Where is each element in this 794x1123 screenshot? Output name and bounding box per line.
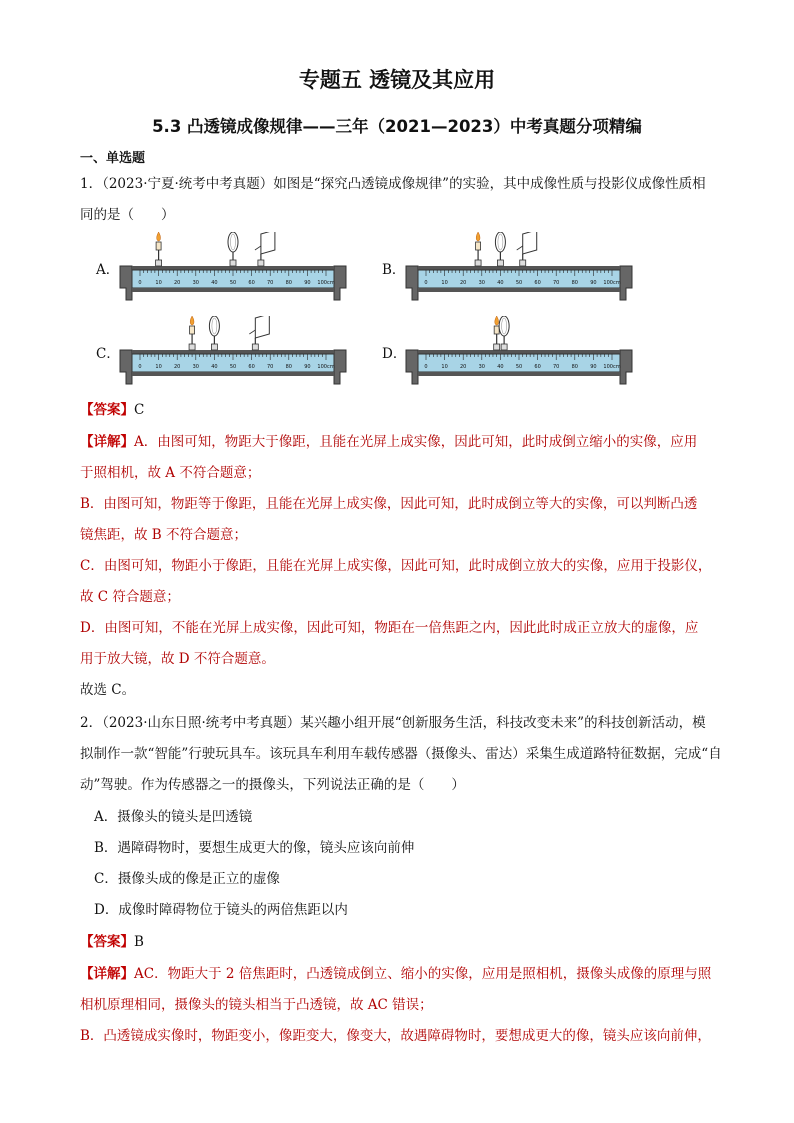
convex-lens — [499, 316, 509, 350]
answer-tag: 【答案】 — [80, 402, 134, 418]
section-heading: 一、单选题 — [80, 151, 146, 166]
ruler-tick-label: 100cm — [317, 364, 335, 370]
ruler-tick-label: 80 — [285, 364, 292, 370]
q1-option-c-label: C． — [96, 346, 120, 362]
optical-bench-c — [118, 316, 348, 388]
bench-left-leg — [406, 266, 418, 300]
convex-lens — [228, 232, 238, 266]
q1-conclusion: 故选 C。 — [80, 682, 136, 698]
convex-lens — [495, 232, 505, 266]
q1-detail-line-8: 用于放大镜，故 D 不符合题意。 — [80, 651, 275, 667]
candle — [189, 316, 195, 350]
q2-stem-line-1: 2．（2023·山东日照·统考中考真题）某兴趣小组开展“创新服务生活，科技改变未来”的科技创新活动，模 — [80, 715, 706, 731]
ruler-tick-label: 30 — [192, 364, 199, 370]
ruler-tick-label: 90 — [304, 280, 311, 286]
q2-choice-c: C．摄像头成的像是正立的虚像 — [94, 871, 280, 887]
bench-left-leg — [120, 350, 132, 384]
bench-rail-top — [418, 266, 620, 270]
candle — [494, 316, 500, 350]
page-subtitle: 5.3 凸透镜成像规律——三年（2021—2023）中考真题分项精编 — [152, 117, 642, 136]
q1-detail-line-2: 于照相机，故 A 不符合题意； — [80, 465, 261, 481]
q2-answer — [80, 930, 144, 950]
ruler-tick-label: 40 — [211, 280, 218, 286]
ruler-tick-label: 50 — [515, 364, 523, 370]
ruler-tick-label: 30 — [478, 364, 485, 370]
q1-option-a-label: A． — [96, 262, 120, 278]
ruler-tick-label: 20 — [460, 364, 467, 370]
q1-detail-line-3: B．由图可知，物距等于像距，且能在光屏上成实像，因此可知，此时成倒立等大的实像，可以判断凸透 — [80, 496, 698, 512]
bench-rail-bottom — [132, 372, 334, 376]
ruler-tick-label: 20 — [174, 280, 181, 286]
optical-bench-b — [404, 232, 634, 304]
page-title: 专题五 透镜及其应用 — [298, 68, 496, 92]
ruler-tick-label: 70 — [553, 280, 560, 286]
ruler-tick-label: 70 — [553, 364, 560, 370]
q2-stem-line-2: 拟制作一款“智能”行驶玩具车。该玩具车利用车载传感器（摄像头、雷达）采集生成道路特征数据，完成“自 — [80, 746, 722, 762]
answer-tag: 【答案】 — [80, 934, 134, 950]
ruler-tick-label: 10 — [441, 364, 448, 370]
ruler-tick-label: 60 — [248, 280, 255, 286]
ruler-tick-label: 0 — [138, 280, 142, 286]
candle — [156, 232, 162, 266]
ruler-tick-label: 80 — [571, 280, 578, 286]
bench-right-leg — [334, 350, 346, 384]
ruler-tick-label: 50 — [229, 280, 237, 286]
ruler-tick-label: 70 — [267, 364, 274, 370]
bench-rail-top — [132, 266, 334, 270]
answer-value: C — [134, 402, 145, 418]
candle — [475, 232, 481, 266]
q1-option-d-label: D． — [382, 346, 407, 362]
q1-detail-line-4: 镜焦距，故 B 不符合题意； — [80, 527, 248, 543]
bench-rail-bottom — [418, 288, 620, 292]
q2-detail-line-3: B．凸透镜成实像时，物距变小，像距变大，像变大，故遇障碍物时，要想成更大的像，镜头应该向前伸， — [80, 1028, 711, 1044]
ruler-tick-label: 10 — [155, 364, 162, 370]
ruler-tick-label: 40 — [497, 364, 504, 370]
ruler-tick-label: 80 — [285, 280, 292, 286]
ruler-tick-label: 50 — [515, 280, 523, 286]
ruler-tick-label: 0 — [424, 280, 428, 286]
ruler-tick-label: 100cm — [603, 280, 621, 286]
ruler-tick-label: 20 — [460, 280, 467, 286]
q2-detail-line-2: 相机原理相同，摄像头的镜头相当于凸透镜，故 AC 错误； — [80, 997, 433, 1013]
ruler-tick-label: 10 — [441, 280, 448, 286]
bench-rail-bottom — [132, 288, 334, 292]
ruler-tick-label: 90 — [590, 364, 597, 370]
ruler-tick-label: 30 — [192, 280, 199, 286]
bench-left-leg — [120, 266, 132, 300]
q1-answer — [80, 398, 144, 418]
convex-lens — [209, 316, 219, 350]
bench-rail-top — [132, 350, 334, 354]
q1-detail-line-1: 【详解】A．由图可知，物距大于像距，且能在光屏上成实像，因此可知，此时成倒立缩小的实像，应用 — [80, 434, 698, 450]
ruler-tick-label: 0 — [138, 364, 142, 370]
ruler-tick-label: 100cm — [317, 280, 335, 286]
q1-option-b-label: B． — [382, 262, 406, 278]
q1-detail-line-7: D．由图可知，不能在光屏上成实像，因此可知，物距在一倍焦距之内，因此此时成正立放大的虚像，应 — [80, 620, 699, 636]
answer-value: B — [134, 934, 144, 950]
detail-tag: 【详解】 — [80, 966, 134, 982]
q1-stem-line-2: 同的是（ ） — [80, 207, 175, 223]
q1-detail-line-5: C．由图可知，物距小于像距，且能在光屏上成实像，因此可知，此时成倒立放大的实像，应用于投影仪， — [80, 558, 712, 574]
ruler-tick-label: 60 — [248, 364, 255, 370]
light-screen — [249, 316, 269, 350]
bench-left-leg — [406, 350, 418, 384]
q2-detail-line-1: 【详解】AC．物距大于 2 倍焦距时，凸透镜成倒立、缩小的实像，应用是照相机，摄像头成像的原理与照 — [80, 966, 712, 982]
bench-right-leg — [620, 350, 632, 384]
ruler-tick-label: 80 — [571, 364, 578, 370]
bench-rail-bottom — [418, 372, 620, 376]
ruler-tick-label: 20 — [174, 364, 181, 370]
ruler-tick-label: 60 — [534, 364, 541, 370]
light-screen — [517, 232, 537, 266]
q1-stem-line-1: 1．（2023·宁夏·统考中考真题）如图是“探究凸透镜成像规律”的实验，其中成像性质与投影仪成像性质相 — [80, 176, 706, 192]
ruler-tick-label: 100cm — [603, 364, 621, 370]
q1-detail-line-6: 故 C 符合题意； — [80, 589, 180, 605]
q2-stem-line-3: 动”驾驶。作为传感器之一的摄像头，下列说法正确的是（ ） — [80, 777, 465, 793]
ruler-tick-label: 40 — [211, 364, 218, 370]
ruler-tick-label: 50 — [229, 364, 237, 370]
bench-right-leg — [334, 266, 346, 300]
ruler-tick-label: 10 — [155, 280, 162, 286]
detail-tag: 【详解】 — [80, 434, 134, 450]
q2-choice-d: D．成像时障碍物位于镜头的两倍焦距以内 — [94, 902, 348, 918]
light-screen — [255, 232, 275, 266]
ruler-tick-label: 90 — [590, 280, 597, 286]
ruler-tick-label: 90 — [304, 364, 311, 370]
bench-rail-top — [418, 350, 620, 354]
optical-bench-d — [404, 316, 634, 388]
ruler-tick-label: 40 — [497, 280, 504, 286]
ruler-tick-label: 30 — [478, 280, 485, 286]
bench-right-leg — [620, 266, 632, 300]
ruler-tick-label: 60 — [534, 280, 541, 286]
ruler-tick-label: 70 — [267, 280, 274, 286]
optical-bench-a — [118, 232, 348, 304]
q2-choice-b: B．遇障碍物时，要想生成更大的像，镜头应该向前伸 — [94, 840, 415, 856]
ruler-tick-label: 0 — [424, 364, 428, 370]
q2-choice-a: A．摄像头的镜头是凹透镜 — [94, 809, 253, 825]
